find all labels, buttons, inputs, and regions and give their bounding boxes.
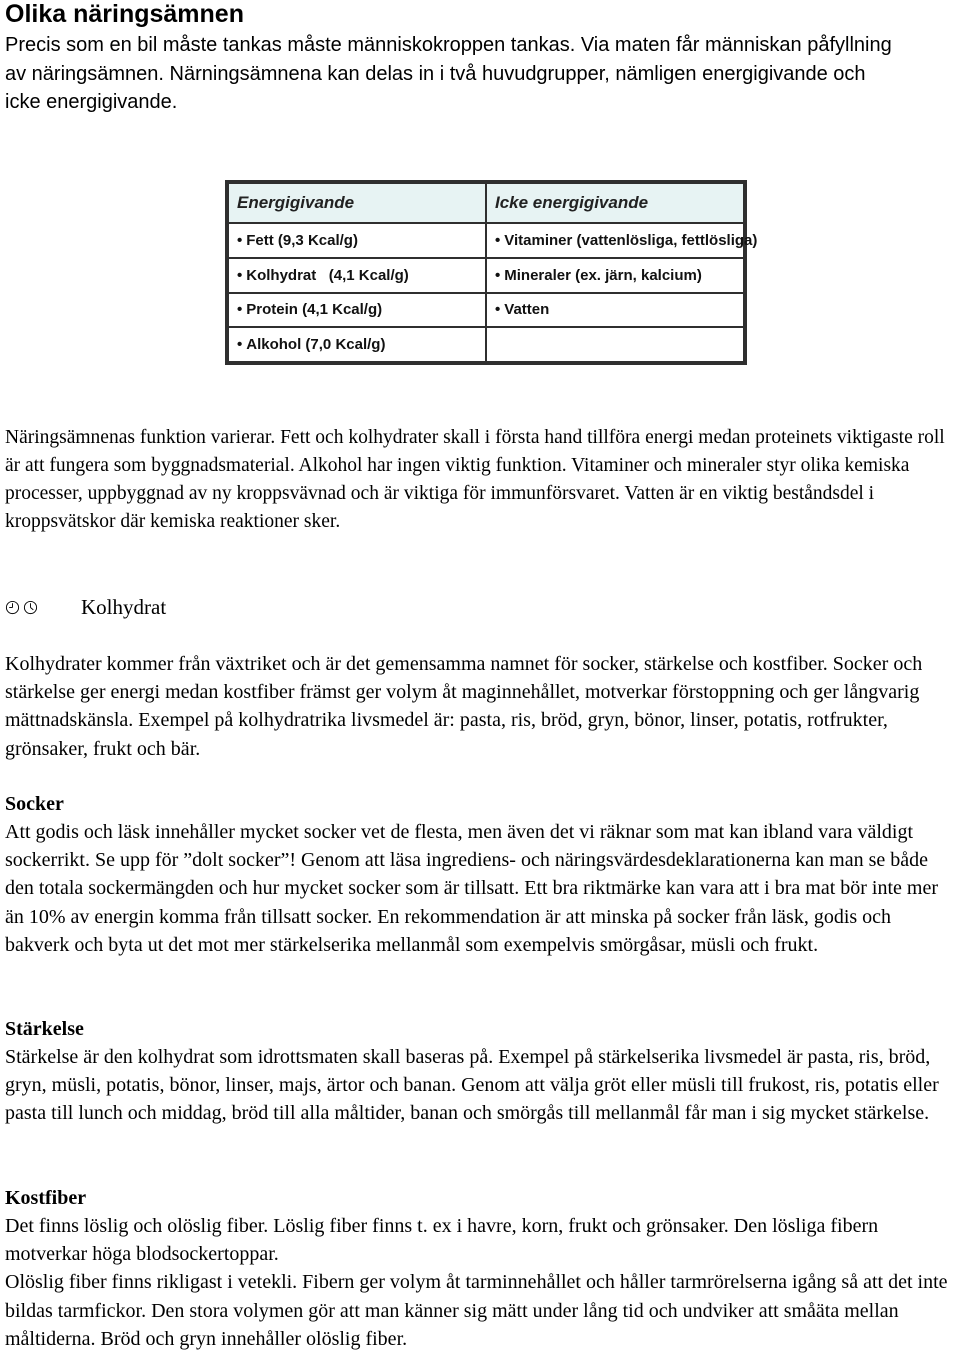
table-header-energigivande: Energigivande (228, 183, 486, 223)
starkelse-paragraph: Stärkelse är den kolhydrat som idrottsmaten skall baseras på. Exempel på stärkelserika livsmedel är pasta, ris, bröd, gryn, müsli, potatis, bönor, linser, majs, ärtor och banan. Genom att välja gröt eller müsli till frukost, ris, potatis eller pasta till lunch och middag, bröd till alla måltider, banan och smörgås till mellanmål får man i sig mycket stärkelse. (5, 1046, 939, 1125)
table-cell (228, 293, 486, 328)
table-row (228, 327, 744, 362)
bullet-icon: • (237, 232, 243, 250)
table-cell-text: Fett (9,3 Kcal/g) (246, 232, 358, 250)
kostfiber-paragraph-2: Olöslig fiber finns rikligast i vetekli. Fibern ger volym åt tarminnehållet och håller tarmrörelserna igång så att det inte bildas tarmfickor. Den stora volymen gör att man känner sig mätt under lång tid och undviker att småäta mellan måltiderna. Bröd och gryn innehåller olöslig fiber. (5, 1271, 948, 1350)
bullet-icon: • (237, 266, 243, 284)
bullet-icon: • (495, 301, 501, 319)
kostfiber-paragraph-1: Det finns löslig och olöslig fiber. Löslig fiber finns t. ex i havre, korn, frukt och grönsaker. Den lösliga fibern motverkar höga blodsockertoppar. (5, 1215, 879, 1266)
kolhydrat-heading (5, 592, 166, 622)
bullet-icon: • (495, 232, 501, 250)
kostfiber-paragraphs (5, 1212, 955, 1353)
bullet-icon: • (237, 301, 243, 319)
clock-icon (23, 600, 38, 615)
bullet-icon: • (495, 266, 501, 284)
table-cell (486, 258, 744, 293)
kolhydrat-paragraph: Kolhydrater kommer från växtriket och är det gemensamma namnet för socker, stärkelse och kostfiber. Socker och stärkelse ger energi medan kostfiber främst ger volym åt maginnehållet, motverkar förstoppning och ger långvarig mättnadskänsla. Exempel på kolhydratrika livsmedel är: pasta, ris, bröd, gryn, bönor, linser, potatis, rotfrukter, grönsaker, frukt och bär. (5, 653, 923, 760)
table-cell-text: Alkohol (7,0 Kcal/g) (246, 336, 386, 354)
table-cell-text: Mineraler (ex. järn, kalcium) (504, 266, 702, 284)
table-row (228, 223, 744, 258)
clock-icon (5, 600, 20, 615)
page-title: Olika näringsämnen (5, 0, 244, 28)
table-cell (486, 293, 744, 328)
table-cell-text: Vitaminer (vattenlösliga, fettlösliga) (504, 232, 758, 250)
table-cell (228, 258, 486, 293)
table-cell (228, 223, 486, 258)
table-cell-empty (486, 327, 744, 362)
table-header-icke-energigivande: Icke energigivande (486, 183, 744, 223)
kostfiber-heading: Kostfiber (5, 1187, 87, 1209)
table-cell (228, 327, 486, 362)
kolhydrat-heading-label: Kolhydrat (81, 594, 167, 619)
table-cell-text: Vatten (504, 301, 550, 319)
table-header-row (228, 183, 744, 223)
bullet-icon: • (237, 336, 243, 354)
table-row (228, 293, 744, 328)
functions-paragraph: Näringsämnenas funktion varierar. Fett och kolhydrater skall i första hand tillföra energi medan proteinets viktigaste roll är att fungera som byggnadsmaterial. Alkohol har ingen viktig funktion. Vitaminer och mineraler styr olika kemiska processer, uppbyggnad av ny kroppsvävnad och är viktiga för immunförsvaret. Vatten är en viktig beståndsdel i kroppsvätskor där kemiska reaktioner sker. (5, 427, 945, 532)
socker-paragraph: Att godis och läsk innehåller mycket socker vet de flesta, men även det vi räknar som mat kan ibland vara väldigt sockerrikt. Se upp för ”dolt socker”! Genom att läsa ingrediens- och näringsvärdesdeklarationerna kan man se både den totala sockermängden och hur mycket socker som är tillsatt. Ett bra riktmärke kan vara att i bra mat bör inte mer än 10% av energin komma från tillsatt socker. En rekommendation är att minska på socker från läsk, godis och bakverk och byta ut det mot mer stärkelserika mellanmål som exempelvis smörgåsar, müsli och frukt. (5, 821, 939, 956)
table-cell (486, 223, 758, 258)
starkelse-heading: Stärkelse (5, 1018, 84, 1040)
table-row (228, 258, 744, 293)
nutrient-table (227, 182, 758, 363)
table-cell-text: Kolhydrat (4,1 Kcal/g) (246, 266, 409, 284)
nutrient-table-image (225, 180, 758, 365)
intro-paragraph: Precis som en bil måste tankas måste människokroppen tankas. Via maten får människan påfyllning av näringsämnen. Närningsämnena kan delas in i två huvudgrupper, nämligen energigivande och icke energigivande. (5, 34, 892, 113)
table-cell-text: Protein (4,1 Kcal/g) (246, 301, 383, 319)
socker-heading: Socker (5, 793, 64, 815)
